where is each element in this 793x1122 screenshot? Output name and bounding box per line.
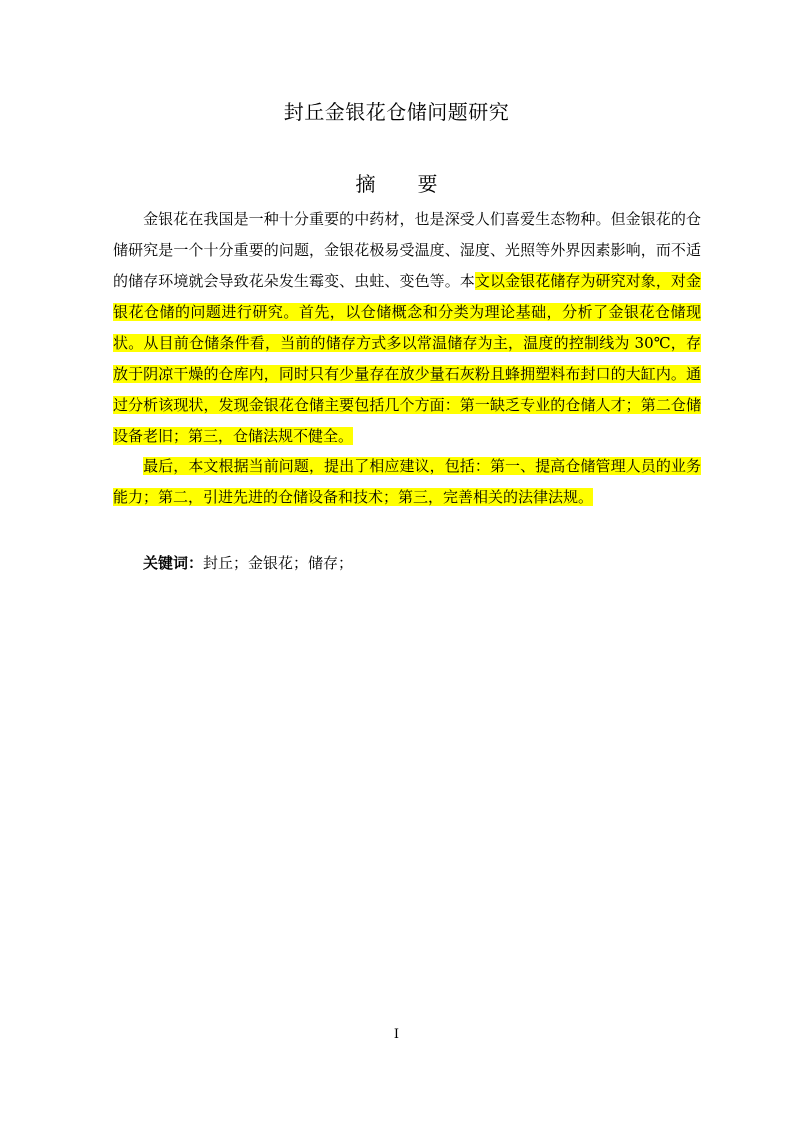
abstract-paragraph-2 [113,451,701,513]
document-title: 封丘金银花仓储问题研究 [283,100,510,124]
abstract-heading [0,168,793,197]
keywords-label: 关键词： [143,554,204,572]
paragraph-1-plain-text: 金银花在我国是一种十分重要的中药材，也是深受人们喜爱生态物种。但金银花的仓储研究是一个十分重要的问题，金银花极易受温度、湿度、光照等外界因素影响，而不适的储存环境就会导致花朵发生霉变、虫蛀、变色等。本 [113,210,701,290]
page-number: I [393,1027,400,1042]
abstract-paragraph-1 [113,204,701,452]
paragraph-2-highlighted-text: 最后，本文根据当前问题，提出了相应建议，包括：第一、提高仓储管理人员的业务能力；第二，引进先进的仓储设备和技术；第三，完善相关的法律法规。 [113,457,701,506]
keywords-value: 封丘；金银花；储存； [203,554,354,572]
keywords-line [143,552,353,573]
abstract-heading-right: 要 [417,172,438,196]
paragraph-1-highlighted-text: 文以金银花储存为研究对象，对金银花仓储的问题进行研究。首先，以仓储概念和分类为理论基础，分析了金银花仓储现状。从目前仓储条件看，当前的储存方式多以常温储存为主，温度的控制线为 30℃，存放于阴凉干燥的仓库内，同时只有少量存在放少量石灰粉且蜂拥塑料布封口的大缸内。通过分析该现状，发现金银花仓储主要包括几个方面：第一缺乏专业的仓储人才；第二仓储设备老旧；第三，仓储法规不健全。 [113,272,701,445]
abstract-heading-left: 摘 [355,172,376,196]
